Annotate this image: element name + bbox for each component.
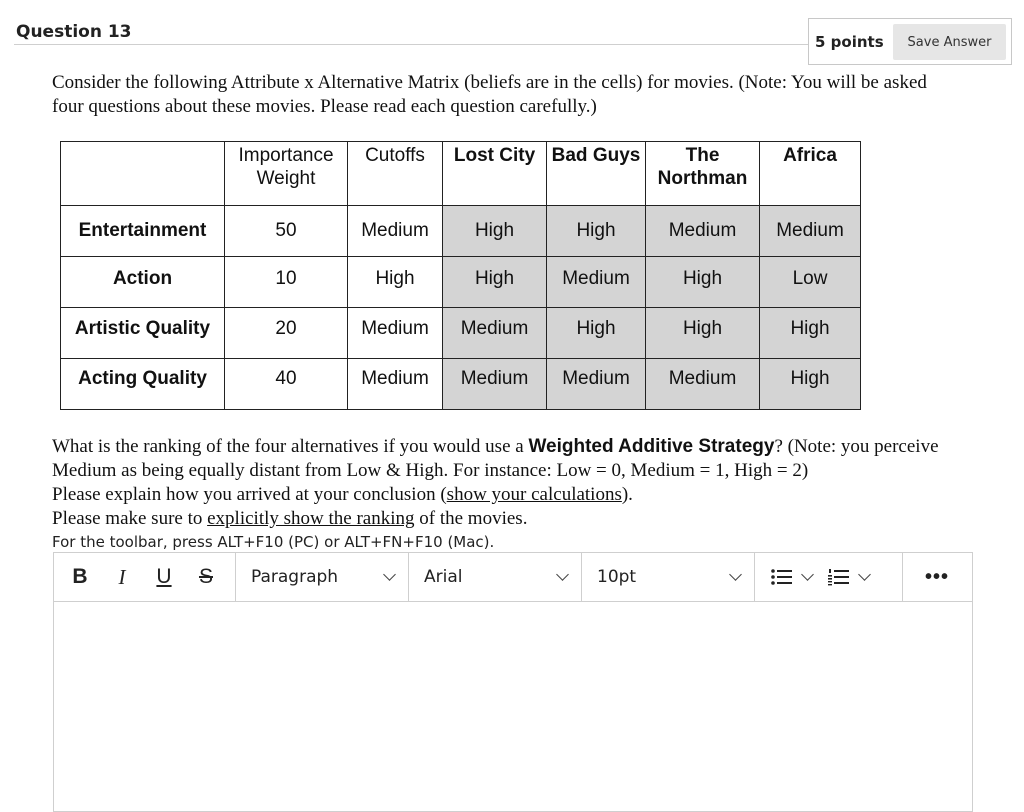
bold-button[interactable]: B — [72, 565, 88, 588]
header-alt-lost-city: Lost City — [443, 142, 547, 206]
row-cutoff: High — [348, 257, 443, 308]
block-format-dropdown[interactable] — [236, 553, 409, 601]
chevron-down-icon — [556, 568, 569, 581]
header-importance-weight: Importance Weight — [225, 142, 348, 206]
editor-toolbar — [54, 553, 972, 602]
cell-bad-guys: High — [547, 206, 646, 257]
cell-africa: High — [760, 308, 861, 359]
row-attribute: Entertainment — [61, 206, 225, 257]
table-row — [61, 257, 861, 308]
row-attribute: Acting Quality — [61, 359, 225, 410]
row-weight: 20 — [225, 308, 348, 359]
font-family-dropdown[interactable] — [409, 553, 582, 601]
toolbar-hint: For the toolbar, press ALT+F10 (PC) or ALT+FN+F10 (Mac). — [52, 533, 495, 551]
table-row — [61, 206, 861, 257]
numbered-list-icon — [828, 568, 850, 586]
row-weight: 50 — [225, 206, 348, 257]
prompt-ranking: Please make sure to — [52, 508, 208, 529]
cell-the-northman: Medium — [646, 359, 760, 410]
cell-the-northman: High — [646, 257, 760, 308]
cell-bad-guys: Medium — [547, 257, 646, 308]
chevron-down-icon — [858, 568, 871, 581]
row-weight: 40 — [225, 359, 348, 410]
row-cutoff: Medium — [348, 359, 443, 410]
question-title: Question 13 — [16, 22, 132, 42]
prompt-explain: Please explain how you arrived at your conclusion ( — [52, 484, 447, 505]
header-alt-africa: Africa — [760, 142, 861, 206]
corner-cell — [61, 142, 225, 206]
cell-bad-guys: High — [547, 308, 646, 359]
format-group — [54, 553, 236, 601]
cell-africa: High — [760, 359, 861, 410]
bullet-list-icon — [771, 568, 793, 586]
cell-the-northman: High — [646, 308, 760, 359]
show-ranking-underlined: explicitly show the ranking — [207, 508, 415, 529]
show-calculations-underlined: show your calculations — [446, 484, 622, 505]
answer-text-area[interactable] — [54, 602, 972, 812]
chevron-down-icon — [801, 568, 814, 581]
rich-text-editor — [53, 552, 973, 812]
header-alt-bad-guys: Bad Guys — [547, 142, 646, 206]
chevron-down-icon — [383, 568, 396, 581]
strategy-name: Weighted Additive Strategy — [528, 436, 775, 457]
prompt-text: What is the ranking of the four alternatives if you would use a — [52, 436, 529, 457]
header-alt-the-northman: The Northman — [646, 142, 760, 206]
table-row — [61, 308, 861, 359]
font-family-value: Arial — [424, 567, 463, 587]
row-attribute: Artistic Quality — [61, 308, 225, 359]
cell-africa: Low — [760, 257, 861, 308]
cell-lost-city: High — [443, 257, 547, 308]
italic-button[interactable]: I — [118, 564, 126, 589]
strikethrough-button[interactable]: S — [198, 565, 213, 588]
numbered-list-button[interactable] — [820, 553, 877, 601]
intro-text: Consider the following Attribute x Alternative Matrix (beliefs are in the cells) for movies. (Note: You will be asked four questions about these movies. Please read each question carefully.) — [52, 72, 927, 117]
cell-lost-city: Medium — [443, 308, 547, 359]
more-options-button[interactable]: ••• — [924, 565, 949, 588]
table-row — [61, 359, 861, 410]
question-prompt — [52, 435, 982, 531]
bullet-list-button[interactable] — [763, 553, 820, 601]
block-format-value: Paragraph — [251, 567, 339, 587]
header-cutoffs: Cutoffs — [348, 142, 443, 206]
prompt-ranking-end: of the movies. — [414, 508, 528, 529]
cell-bad-guys: Medium — [547, 359, 646, 410]
row-cutoff: Medium — [348, 206, 443, 257]
cell-lost-city: High — [443, 206, 547, 257]
attribute-matrix — [60, 141, 861, 410]
cell-lost-city: Medium — [443, 359, 547, 410]
underline-button[interactable]: U — [156, 565, 172, 588]
row-weight: 10 — [225, 257, 348, 308]
points-box — [808, 18, 1012, 65]
list-group — [755, 553, 903, 601]
save-answer-button[interactable]: Save Answer — [893, 24, 1006, 60]
font-size-value: 10pt — [597, 567, 637, 587]
cell-the-northman: Medium — [646, 206, 760, 257]
cell-africa: Medium — [760, 206, 861, 257]
points-label: 5 points — [815, 33, 884, 51]
prompt-note: ? (Note: you perceive Medium as being equally distant from Low & High. For instance: Low = 0, Medium = 1, High = 2) — [52, 436, 939, 481]
row-cutoff: Medium — [348, 308, 443, 359]
font-size-dropdown[interactable] — [582, 553, 755, 601]
prompt-explain-end: ). — [621, 484, 633, 505]
row-attribute: Action — [61, 257, 225, 308]
chevron-down-icon — [729, 568, 742, 581]
